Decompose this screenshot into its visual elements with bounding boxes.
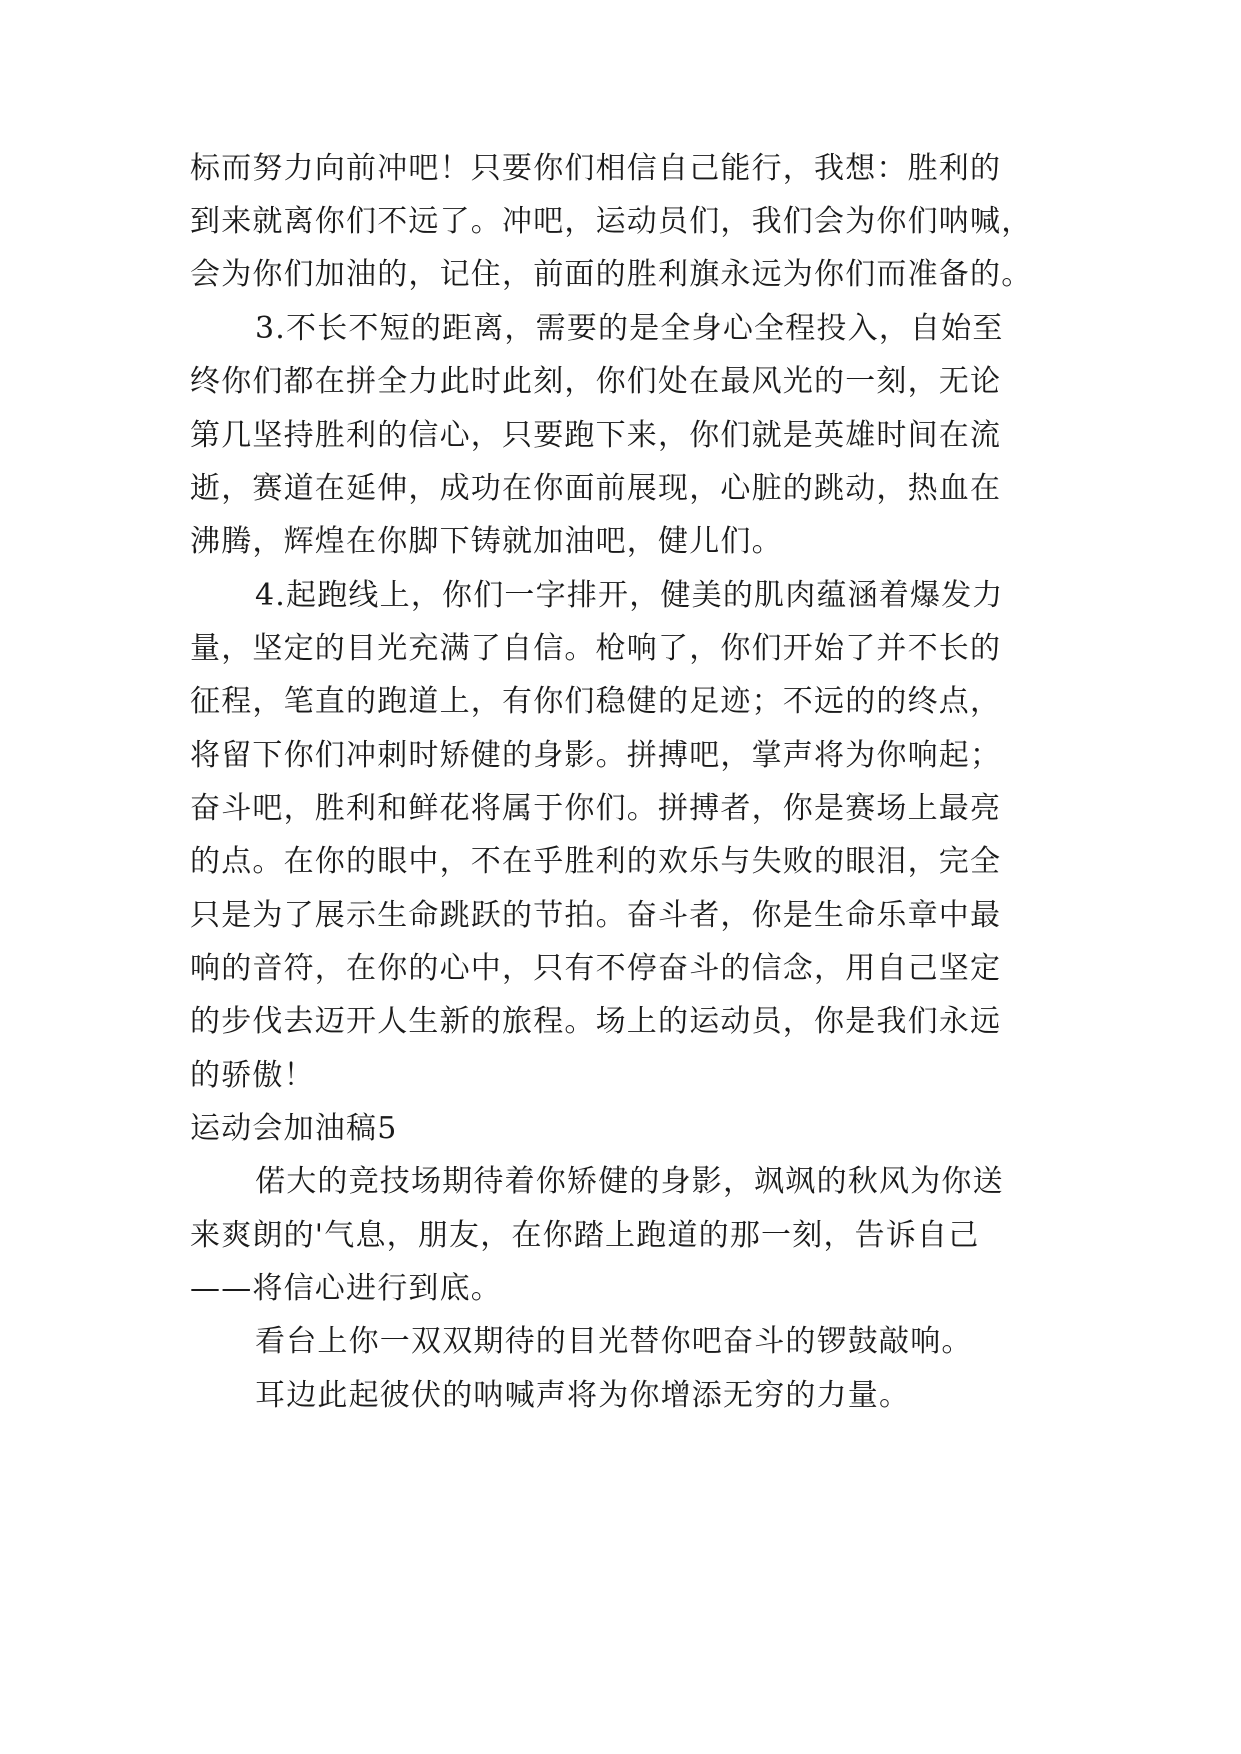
paragraph-line: 看台上你一双双期待的目光替你吧奋斗的锣鼓敲响。 <box>255 1324 973 1359</box>
paragraph-line: 到来就离你们不远了。冲吧，运动员们，我们会为你们呐喊， <box>190 204 1033 239</box>
paragraph-line: 奋斗吧，胜利和鲜花将属于你们。拼搏者，你是赛场上最亮 <box>190 791 1002 826</box>
paragraph-line: 的骄傲！ <box>190 1058 315 1093</box>
paragraph-line: 会为你们加油的，记住，前面的胜利旗永远为你们而准备的。 <box>190 257 1033 292</box>
paragraph-line: 耳边此起彼伏的呐喊声将为你增添无穷的力量。 <box>255 1378 911 1413</box>
paragraph-line: 来爽朗的'气息，朋友，在你踏上跑道的那一刻，告诉自己 <box>190 1218 980 1253</box>
paragraph-line: 的点。在你的眼中，不在乎胜利的欢乐与失败的眼泪，完全 <box>190 844 1002 879</box>
paragraph-line: 终你们都在拼全力此时此刻，你们处在最风光的一刻，无论 <box>190 364 1002 399</box>
paragraph-line: 第几坚持胜利的信心，只要跑下来，你们就是英雄时间在流 <box>190 418 1002 453</box>
paragraph-line: 沸腾，辉煌在你脚下铸就加油吧，健儿们。 <box>190 524 783 559</box>
paragraph-line: 量，坚定的目光充满了自信。枪响了，你们开始了并不长的 <box>190 631 1002 666</box>
section-heading: 运动会加油稿5 <box>190 1111 398 1146</box>
paragraph-line: ——将信心进行到底。 <box>190 1271 502 1306</box>
paragraph-line: 偌大的竞技场期待着你矫健的身影，飒飒的秋风为你送 <box>255 1164 1004 1199</box>
paragraph-line: 响的音符，在你的心中，只有不停奋斗的信念，用自己坚定 <box>190 951 1002 986</box>
paragraph-line: 3.不长不短的距离，需要的是全身心全程投入，自始至 <box>255 311 1004 346</box>
paragraph-line: 标而努力向前冲吧！只要你们相信自己能行，我想：胜利的 <box>190 151 1002 186</box>
paragraph-line: 征程，笔直的跑道上，有你们稳健的足迹；不远的的终点， <box>190 684 1002 719</box>
paragraph-line: 逝，赛道在延伸，成功在你面前展现，心脏的跳动，热血在 <box>190 471 1002 506</box>
paragraph-line: 将留下你们冲刺时矫健的身影。拼搏吧，掌声将为你响起； <box>190 738 1002 773</box>
paragraph-line: 的步伐去迈开人生新的旅程。场上的运动员，你是我们永远 <box>190 1004 1002 1039</box>
paragraph-line: 只是为了展示生命跳跃的节拍。奋斗者，你是生命乐章中最 <box>190 898 1002 933</box>
paragraph-line: 4.起跑线上，你们一字排开，健美的肌肉蕴涵着爆发力 <box>255 578 1004 613</box>
